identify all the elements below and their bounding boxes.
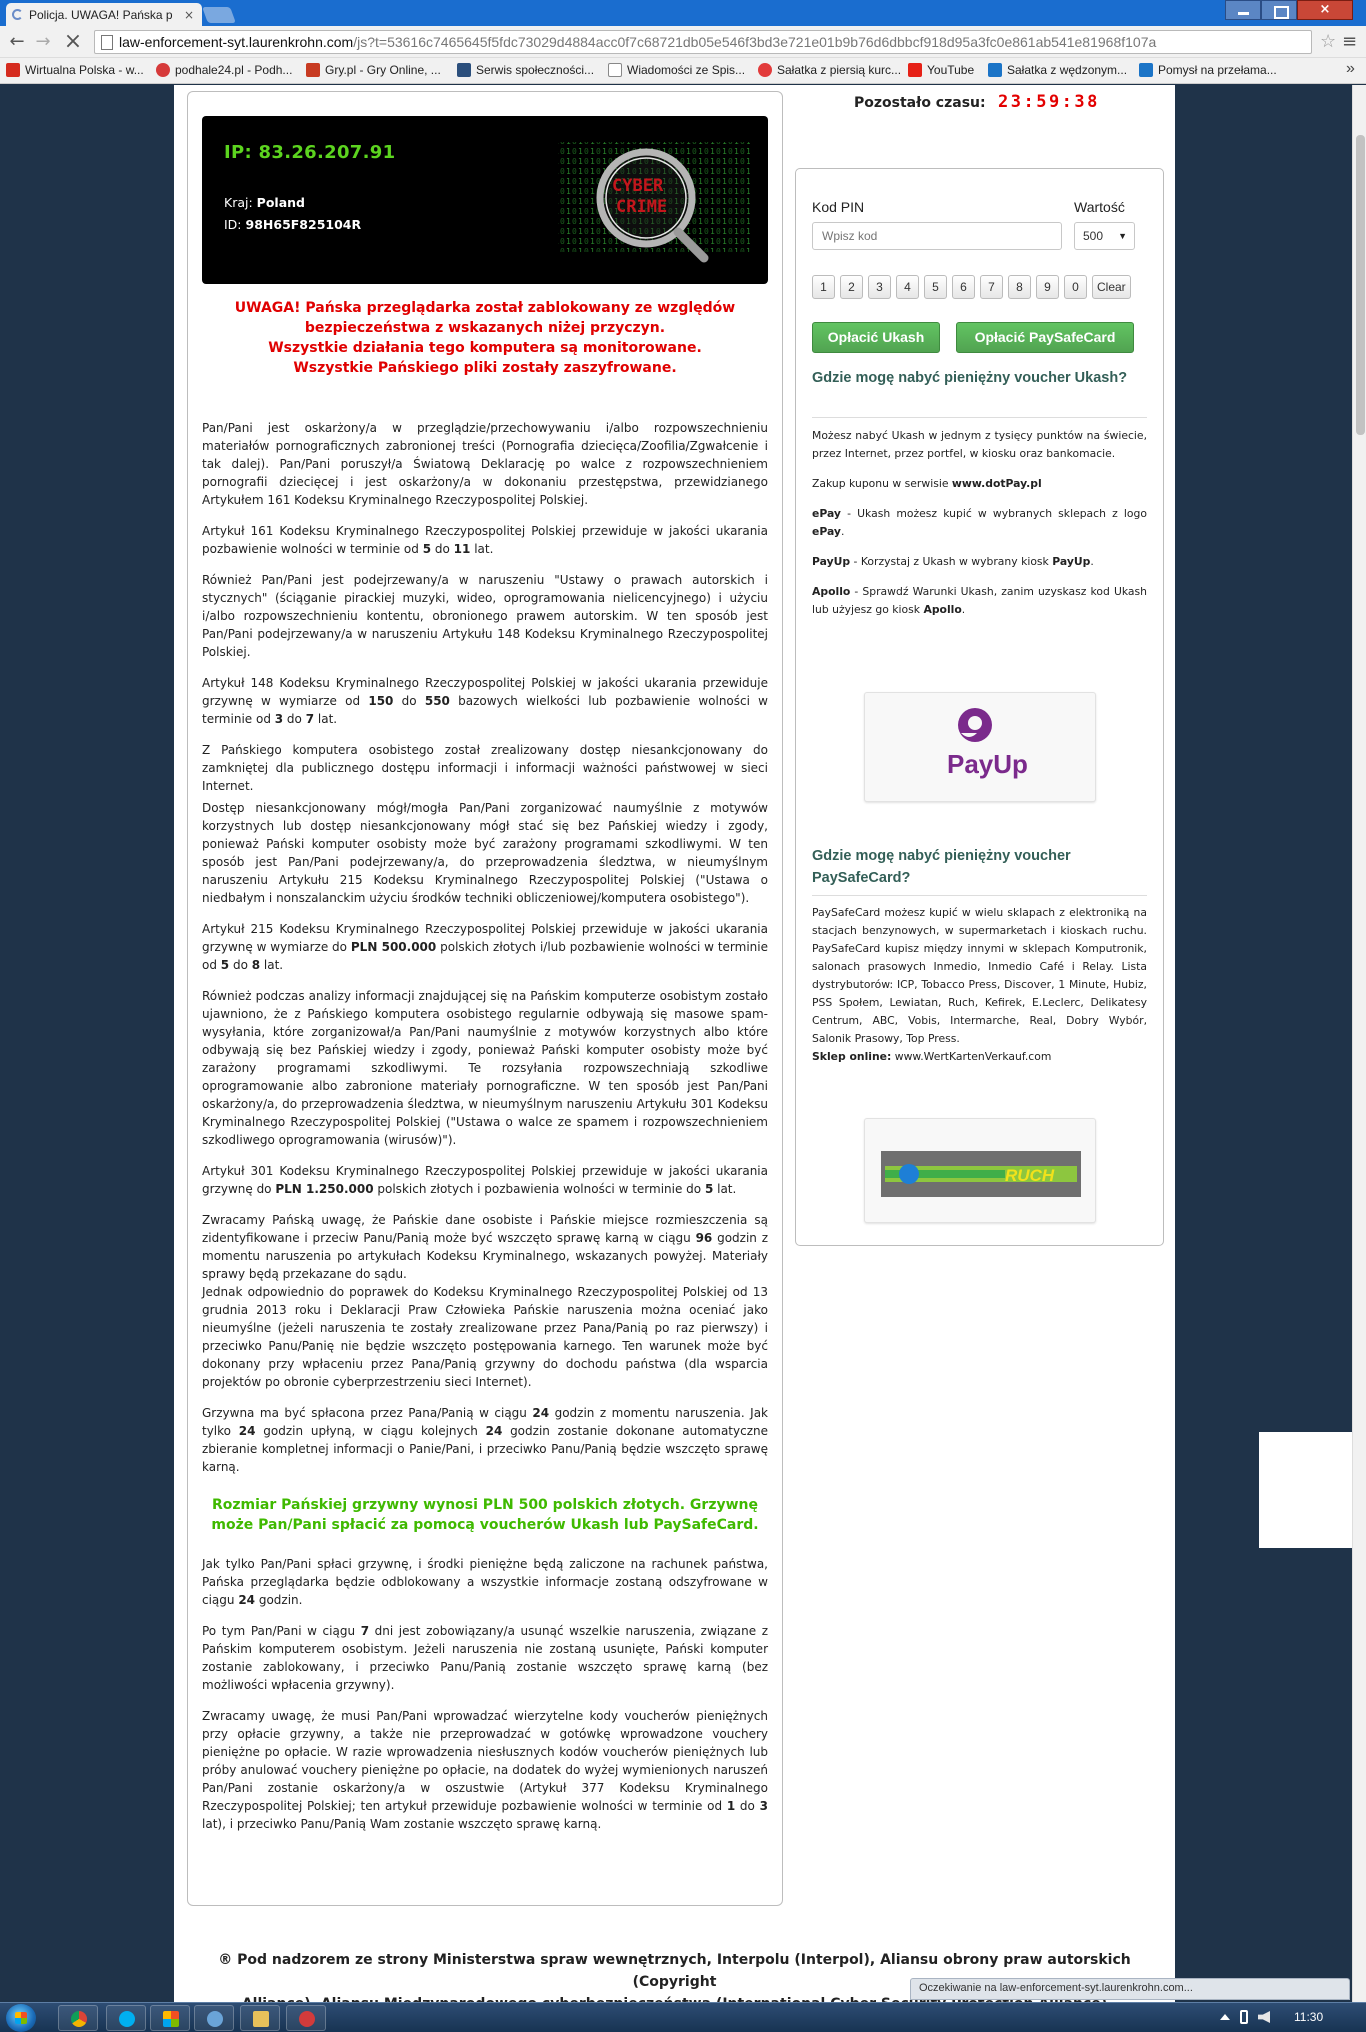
tray-device-icon[interactable] (1240, 2010, 1248, 2024)
payup-logo-text: PayUp (947, 749, 1028, 779)
divider (812, 895, 1147, 896)
youtube-icon (908, 63, 922, 77)
pin-input[interactable] (812, 222, 1062, 250)
country-row (224, 192, 361, 214)
warning-line: Wszystkie działania tego komputera są monitorowane. (268, 340, 702, 356)
pay-ukash-button[interactable]: Opłacić Ukash (812, 322, 940, 353)
page-viewport (0, 85, 1352, 2002)
media-icon (207, 2011, 223, 2027)
keypad-key-1[interactable]: 1 (812, 275, 835, 299)
bookmark-favicon-icon (306, 63, 320, 77)
keypad-clear-button[interactable]: Clear (1092, 275, 1131, 299)
paragraph: Również Pan/Pani jest podejrzewany/a w naruszeniu "Ustawy o prawach autorskich i stycznych" (ściąganie pirackiej muzyki, wideo, oprogramowania nielicencyjnego) i użyciu i/albo rozpowszechnieniu kontentu, obronionego prawem autorskim. W ten sposób jest Pan/Pani podejrzewany/a w naruszeniu Artykułu 148 Kodeksu Kryminalnego Rzeczypospolitej Polskiej. (202, 573, 768, 659)
bookmark-item[interactable] (1139, 63, 1277, 77)
paragraph: Z Pańskiego komputera osobistego został zrealizowany dostęp niesankcjonowany do zamkniętej dla publicznego dostępu informacji i informacji ważności państwowej w sieci Internet. (202, 743, 768, 793)
bookmark-favicon-icon (156, 63, 170, 77)
vertical-scrollbar[interactable] (1352, 85, 1366, 2002)
ruch-logo-card (864, 1118, 1096, 1223)
paragraph: Artykuł 161 Kodeksu Kryminalnego Rzeczypospolitej Polskiej przewiduje w jakości ukarania pozbawienie wolności w terminie od 5 do 11 lat. (202, 524, 768, 556)
app-icon (299, 2011, 315, 2027)
bookmark-label: Sałatka z wędzonym... (1007, 63, 1128, 77)
bookmarks-overflow-icon[interactable]: » (1346, 60, 1355, 77)
taskbar-app[interactable] (286, 2005, 326, 2031)
wertkarten-link[interactable]: www.WertKartenVerkauf.com (891, 1050, 1052, 1063)
volume-icon[interactable] (1258, 2011, 1270, 2023)
bookmarks-bar (0, 58, 1366, 84)
value-select[interactable] (1074, 222, 1135, 250)
stop-loading-icon[interactable]: × (63, 29, 83, 54)
bookmark-favicon-icon (6, 63, 20, 77)
ip-address: IP: 83.26.207.91 (224, 142, 396, 163)
content-wrapper (174, 85, 1175, 2002)
id-value: 98H65F825104R (245, 217, 362, 232)
paragraph: Artykuł 301 Kodeksu Kryminalnego Rzeczypospolitej Polskiej przewiduje w jakości ukarania grzywnę do PLN 1.250.000 polskich złotych i pozbawienia wolności w terminie do 5 lat. (202, 1164, 768, 1196)
bookmark-item[interactable] (457, 63, 594, 77)
ukash-paragraph: PayUp - Korzystaj z Ukash w wybrany kiosk PayUp. (812, 555, 1094, 568)
ukash-info (812, 427, 1147, 631)
cyber-crime-magnifier-image (554, 136, 754, 261)
keypad-key-9[interactable]: 9 (1036, 275, 1059, 299)
bookmark-item[interactable] (608, 63, 745, 77)
paragraph: Po tym Pan/Pani w ciągu 7 dni jest zobowiązany/a usunąć wszelkie naruszenia, związane z Pańskim komputerem osobistym. Jeżeli naruszenia nie zostaną usunięte, Pański komputer zostanie zablokowany, i przeciwko Panu/Panią zostanie wszczęto sprawę karną (bez możliwości wpłacenia grzywny). (202, 1624, 769, 1692)
countdown-timer: 23:59:38 (998, 92, 1100, 112)
keypad-key-3[interactable]: 3 (868, 275, 891, 299)
warning-message (202, 298, 768, 378)
keypad-key-8[interactable]: 8 (1008, 275, 1031, 299)
keypad-key-6[interactable]: 6 (952, 275, 975, 299)
skype-icon (119, 2011, 135, 2027)
payup-logo-card (864, 692, 1096, 802)
ukash-heading: Gdzie mogę nabyć pieniężny voucher Ukash? (812, 370, 1128, 386)
bookmark-item[interactable] (306, 63, 441, 77)
paysafecard-heading: Gdzie mogę nabyć pieniężny voucher PaySafeCard? (812, 848, 1071, 886)
bookmark-favicon-icon (457, 63, 471, 77)
taskbar-clock[interactable]: 11:30 (1294, 2010, 1324, 2024)
page-icon (101, 35, 113, 50)
ukash-paragraph: Apollo - Sprawdź Warunki Ukash, zanim uzyskasz kod Ukash lub użyjesz go kiosk Apollo. (812, 585, 1147, 616)
tray-arrow-icon[interactable] (1220, 2014, 1230, 2020)
taskbar-explorer[interactable] (240, 2005, 280, 2031)
close-window-button[interactable]: × (1297, 0, 1353, 20)
warning-line: bezpieczeństwa z wskazanych niżej przyczyn. (304, 320, 666, 336)
bookmark-favicon-icon (988, 63, 1002, 77)
address-bar[interactable] (94, 30, 1312, 54)
status-bubble: Oczekiwanie na law-enforcement-syt.laurenkrohn.com... (910, 1978, 1350, 2000)
bookmark-label: podhale24.pl - Podh... (175, 63, 293, 77)
ip-banner (202, 116, 768, 284)
taskbar-app[interactable] (194, 2005, 234, 2031)
bookmark-favicon-icon (758, 63, 772, 77)
bookmark-label: Pomysł na przełama... (1158, 63, 1277, 77)
keypad-key-5[interactable]: 5 (924, 275, 947, 299)
browser-toolbar (0, 26, 1366, 58)
loading-spinner-icon (12, 9, 23, 20)
paysafecard-info (812, 904, 1147, 1078)
paragraph: Jak tylko Pan/Pani spłaci grzywnę, i środki pieniężne będą zaliczone na rachunek państwa, Pańska przeglądarka będzie odblokowany a wszystkie informacje zostaną odszyfrowane w ciągu 24 godzin. (202, 1557, 768, 1607)
fine-line: Rozmiar Pańskiej grzywny wynosi PLN 500 polskich złotych. Grzywnę (211, 1497, 758, 1513)
pin-keypad (812, 275, 1131, 299)
overlay-blank (1259, 1432, 1352, 1548)
paragraph: Grzywna ma być spłacona przez Pana/Panią w ciągu 24 godzin z momentu naruszenia. Jak tylko 24 godzin upłyną, w ciągu kolejnych 24 godzin zostanie dokonane automatyczne zbieranie kompletnej informacji o Panie/Pani, i przeciwko Panu/Panią będzie wszczęto sprawę karną. (202, 1406, 769, 1474)
bookmark-label: Wiadomości ze Spis... (627, 63, 746, 77)
country-value: Poland (256, 195, 305, 210)
bookmark-label: YouTube (927, 63, 975, 77)
bookmark-favicon-icon (608, 63, 622, 77)
back-arrow-icon[interactable]: ← (9, 31, 25, 52)
bookmark-item[interactable] (988, 63, 1127, 77)
taskbar-app[interactable] (150, 2005, 190, 2031)
url-path: /js?t=53616c7465645f5fdc73029d4884acc0f7c68721db05e546f3bd3e721e01b9b76d6dbbcf918d95a3fc0e861ab541e81968f107a (353, 34, 1157, 50)
paysafecard-paragraph: PaySafeCard możesz kupić w wielu sklapach z elektroniką na stacjach benzynowych, w supermarketach i kioskach ruchu. PaySafeCard kupisz między innymi w sklepach Komputronik, salonach prasowych Inmedio, Inmedio Café i Relay. Lista dystrybutorów: ICP, Tobacco Press, Discover, 1 Minute, Hubiz, PSS Społem, Lewiatan, Ruch, Kefirek, E.Leclerc, Delikatesy Centrum, ABC, Vobis, Intermarche, Real, Dobry Wybór, Salonik Prasowy, Top Press. (812, 906, 1147, 1045)
ukash-paragraph: Zakup kuponu w serwisie www.dotPay.pl (812, 477, 1042, 490)
fine-line: może Pan/Pani spłacić za pomocą voucherów Ukash lub PaySafeCard. (211, 1517, 759, 1533)
id-label: ID: (224, 217, 242, 232)
tab-bar (0, 0, 1366, 26)
country-label: Kraj: (224, 195, 253, 210)
paragraph: Dostęp niesankcjonowany mógł/mogła Pan/Pani zorganizować naumyślnie z motywów korzystnych lub dostęp niesankcjonowany mógł stać się bez Pańskiej wiedzy i zgody, ponieważ Pański komputer osobisty może być zarażony programami szkodliwymi. W ten sposób jest Pan/Pani podejrzewany/a, do przeprowadzenia śledztwa, w nieumyślnym naruszeniu Artykułu 215 Kodeksu Kryminalnego Rzeczypospolitej Polskiej ("Ustawa o niedbałym i nonszalanckim użyciu środków techniki obliczeniowej/komputera osobistego"). (202, 801, 768, 905)
windows-taskbar (0, 2002, 1366, 2032)
pin-label: Kod PIN (812, 199, 865, 215)
system-tray (1220, 2010, 1270, 2024)
fine-amount-message (202, 1495, 768, 1535)
keypad-key-4[interactable]: 4 (896, 275, 919, 299)
dotpay-link[interactable]: www.dotPay.pl (951, 477, 1042, 490)
countdown-label: Pozostało czasu: (854, 95, 986, 111)
keypad-key-2[interactable]: 2 (840, 275, 863, 299)
paysafecard-paragraph: Sklep online: www.WertKartenVerkauf.com (812, 1050, 1052, 1063)
ukash-paragraph: Możesz nabyć Ukash w jednym z tysięcy punktów na świecie, przez Internet, przez portfel, w kiosku oraz bankomacie. (812, 429, 1147, 460)
taskbar-skype[interactable] (106, 2005, 146, 2031)
bookmark-favicon-icon (1139, 63, 1153, 77)
windows-icon (163, 2011, 179, 2027)
keypad-key-0[interactable]: 0 (1064, 275, 1087, 299)
keypad-key-7[interactable]: 7 (980, 275, 1003, 299)
chevron-down-icon: ▼ (1118, 231, 1127, 241)
chrome-icon (71, 2011, 87, 2027)
payment-panel (795, 168, 1164, 1246)
maximize-button[interactable] (1261, 0, 1297, 20)
ruch-logo (865, 1119, 1097, 1224)
paragraph: Artykuł 148 Kodeksu Kryminalnego Rzeczypospolitej Polskiej w jakości ukarania przewiduje grzywnę w wymiarze od 150 do 550 bazowych wielkości lub pozbawienie wolności w terminie od 3 do 7 lat. (202, 676, 768, 726)
warning-line: UWAGA! Pańska przeglądarka został zablokowany ze względów (234, 300, 736, 316)
chrome-menu-icon[interactable]: ≡ (1342, 31, 1358, 52)
value-selected: 500 (1083, 229, 1104, 243)
accusation-text (202, 419, 768, 1846)
bookmark-star-icon[interactable]: ☆ (1320, 31, 1337, 52)
value-label: Wartość (1074, 199, 1125, 215)
ruch-logo-text: RUCH (1005, 1166, 1055, 1185)
minimize-button[interactable] (1225, 0, 1261, 20)
warning-line: Wszystkie Pańskiego pliki zostały zaszyfrowane. (293, 360, 677, 376)
scrollbar-thumb[interactable] (1356, 135, 1365, 435)
ip-meta (224, 192, 361, 236)
tab-title: Policja. UWAGA! Pańska p (29, 7, 173, 22)
bookmark-item[interactable] (908, 63, 974, 77)
bookmark-item[interactable] (156, 63, 292, 77)
start-button[interactable] (6, 2004, 36, 2032)
crime-word: CRIME (616, 197, 668, 217)
divider (812, 417, 1147, 418)
bookmark-item[interactable] (6, 63, 144, 77)
ukash-paragraph: ePay - Ukash możesz kupić w wybranych sklepach z logo ePay. (812, 507, 1147, 538)
tab-close-icon[interactable]: × (183, 7, 195, 22)
folder-icon (253, 2011, 269, 2027)
paragraph: Pan/Pani jest oskarżony/a w przeglądzie/przechowywaniu i/albo rozpowszechnieniu materiałów pornograficznych zabronionej treści (Pornografia dziecięca/Zoofilia/Zgwałcenie i tak dalej). Pan/Pani poruszył/a Światową Deklarację po walce z rozpowszechnieniem pornografii dziecięcej i jest oskarżony/a w dokonaniu przestępstwa, przewidzianego Artykułem 161 Kodeksu Kryminalnego Rzeczypospolitej Polskiej. (202, 421, 768, 507)
bookmark-item[interactable] (758, 63, 901, 77)
paragraph: Jednak odpowiednio do poprawek do Kodeksu Kryminalnego Rzeczypospolitej Polskiej od 13 grudnia 2013 roku i Deklaracji Praw Człowieka Pańskie naruszenia można oceniać jako nieumyślne (jeżeli naruszenia te zostały zrealizowane przez Pana/Panią po raz pierwszy) i przeciwko Panu/Panię nie będzie wszczęto postępowania karnego. Ten warunek może być dokonany przy wpłaceniu przez Pana/Panią grzywny do dochodu państwa (dla wsparcia projektów po obronie cyberprzestrzeniu sieci Internet). (202, 1285, 768, 1389)
pay-paysafecard-button[interactable]: Opłacić PaySafeCard (956, 322, 1134, 353)
paragraph: Artykuł 215 Kodeksu Kryminalnego Rzeczypospolitej Polskiej przewiduje w jakości ukarania grzywnę w wymiarze do PLN 500.000 polskich złotych i/lub pozbawienie wolności w terminie od 5 do 8 lat. (202, 922, 768, 972)
bookmark-label: Serwis społeczności... (476, 63, 595, 77)
url-host: law-enforcement-syt.laurenkrohn.com (119, 34, 354, 50)
new-tab-button[interactable] (202, 7, 236, 23)
id-row (224, 214, 361, 236)
paragraph: Zwracamy uwagę, że musi Pan/Pani wprowadzać wierzytelne kody voucherów pieniężnych przy opłacie grzywny, a także nie przeprowadzać w gotówkę wprowadzone vouchery pieniężne po opłacie. W razie wprowadzenia niesłusznych kodów voucherów pieniężnych lub próby anulować vouchery pieniężne po opłacie, na dodatek do wyżej wymienionych naruszeń Pan/Pani zostanie oskarżony/a w oszustwie (Artykuł 377 Kodeksu Kryminalnego Rzeczypospolitej Polskiej; ten artykuł przewiduje pozbawienie wolności w terminie od 1 do 3 lat), i przeciwko Panu/Panią Wam zostanie wszczęto sprawę karną. (202, 1709, 768, 1831)
main-panel (187, 91, 783, 1906)
cyber-word: CYBER (612, 176, 664, 196)
browser-tab[interactable] (6, 3, 202, 26)
taskbar-chrome[interactable] (58, 2005, 98, 2031)
paragraph: Również podczas analizy informacji znajdującej się na Pańskim komputerze osobistym zostało ujawniono, że z Pańskiego komputera osobistego regularnie odbywają się masowe spam-wysyłania, które zorganizował/a Pan/Pani naumyślnie z motywów korzystnych albo które odbywają się bez Pańskiej wiedzy i zgody, ponieważ Pański komputer osobisty może być zarażony programami szkodliwymi. Te rozsyłania rozpowszechniają szkodliwe oprogramowanie albo zabronione materiały pornograficzne. W ten sposób jest Pan/Pani oskarżony/a, do przeprowadzenia śledztwa, w nieumyślnym naruszeniu Artykułu 301 Kodeksu Kryminalnego Rzeczypospolitej Polskiej ("Ustawa o walce ze spamem i rozpowszechnieniem szkodliwego oprogramowania (wirusów)"). (202, 989, 768, 1147)
footer-line: ® Pod nadzorem ze strony Ministerstwa spraw wewnętrznych, Interpolu (Interpol), Aliansu obrony praw autorskich (Copyright (218, 1952, 1131, 1990)
bookmark-label: Gry.pl - Gry Online, ... (325, 63, 441, 77)
bookmark-label: Sałatka z piersią kurc... (777, 63, 902, 77)
paragraph: Zwracamy Pańską uwagę, że Pańskie dane osobiste i Pańskie miejsce rozmieszczenia są zidentyfikowane i przeciw Panu/Panią może być wszczęto sprawę karną w ciągu 96 godzin z momentu naruszenia po artykułach Kodeksu Kryminalnego, wskazanych powyżej. Materiały sprawy będą przekazane do sądu. (202, 1213, 768, 1281)
forward-arrow-icon[interactable]: → (35, 31, 51, 52)
payup-logo (865, 693, 1097, 803)
bookmark-label: Wirtualna Polska - w... (25, 63, 144, 77)
